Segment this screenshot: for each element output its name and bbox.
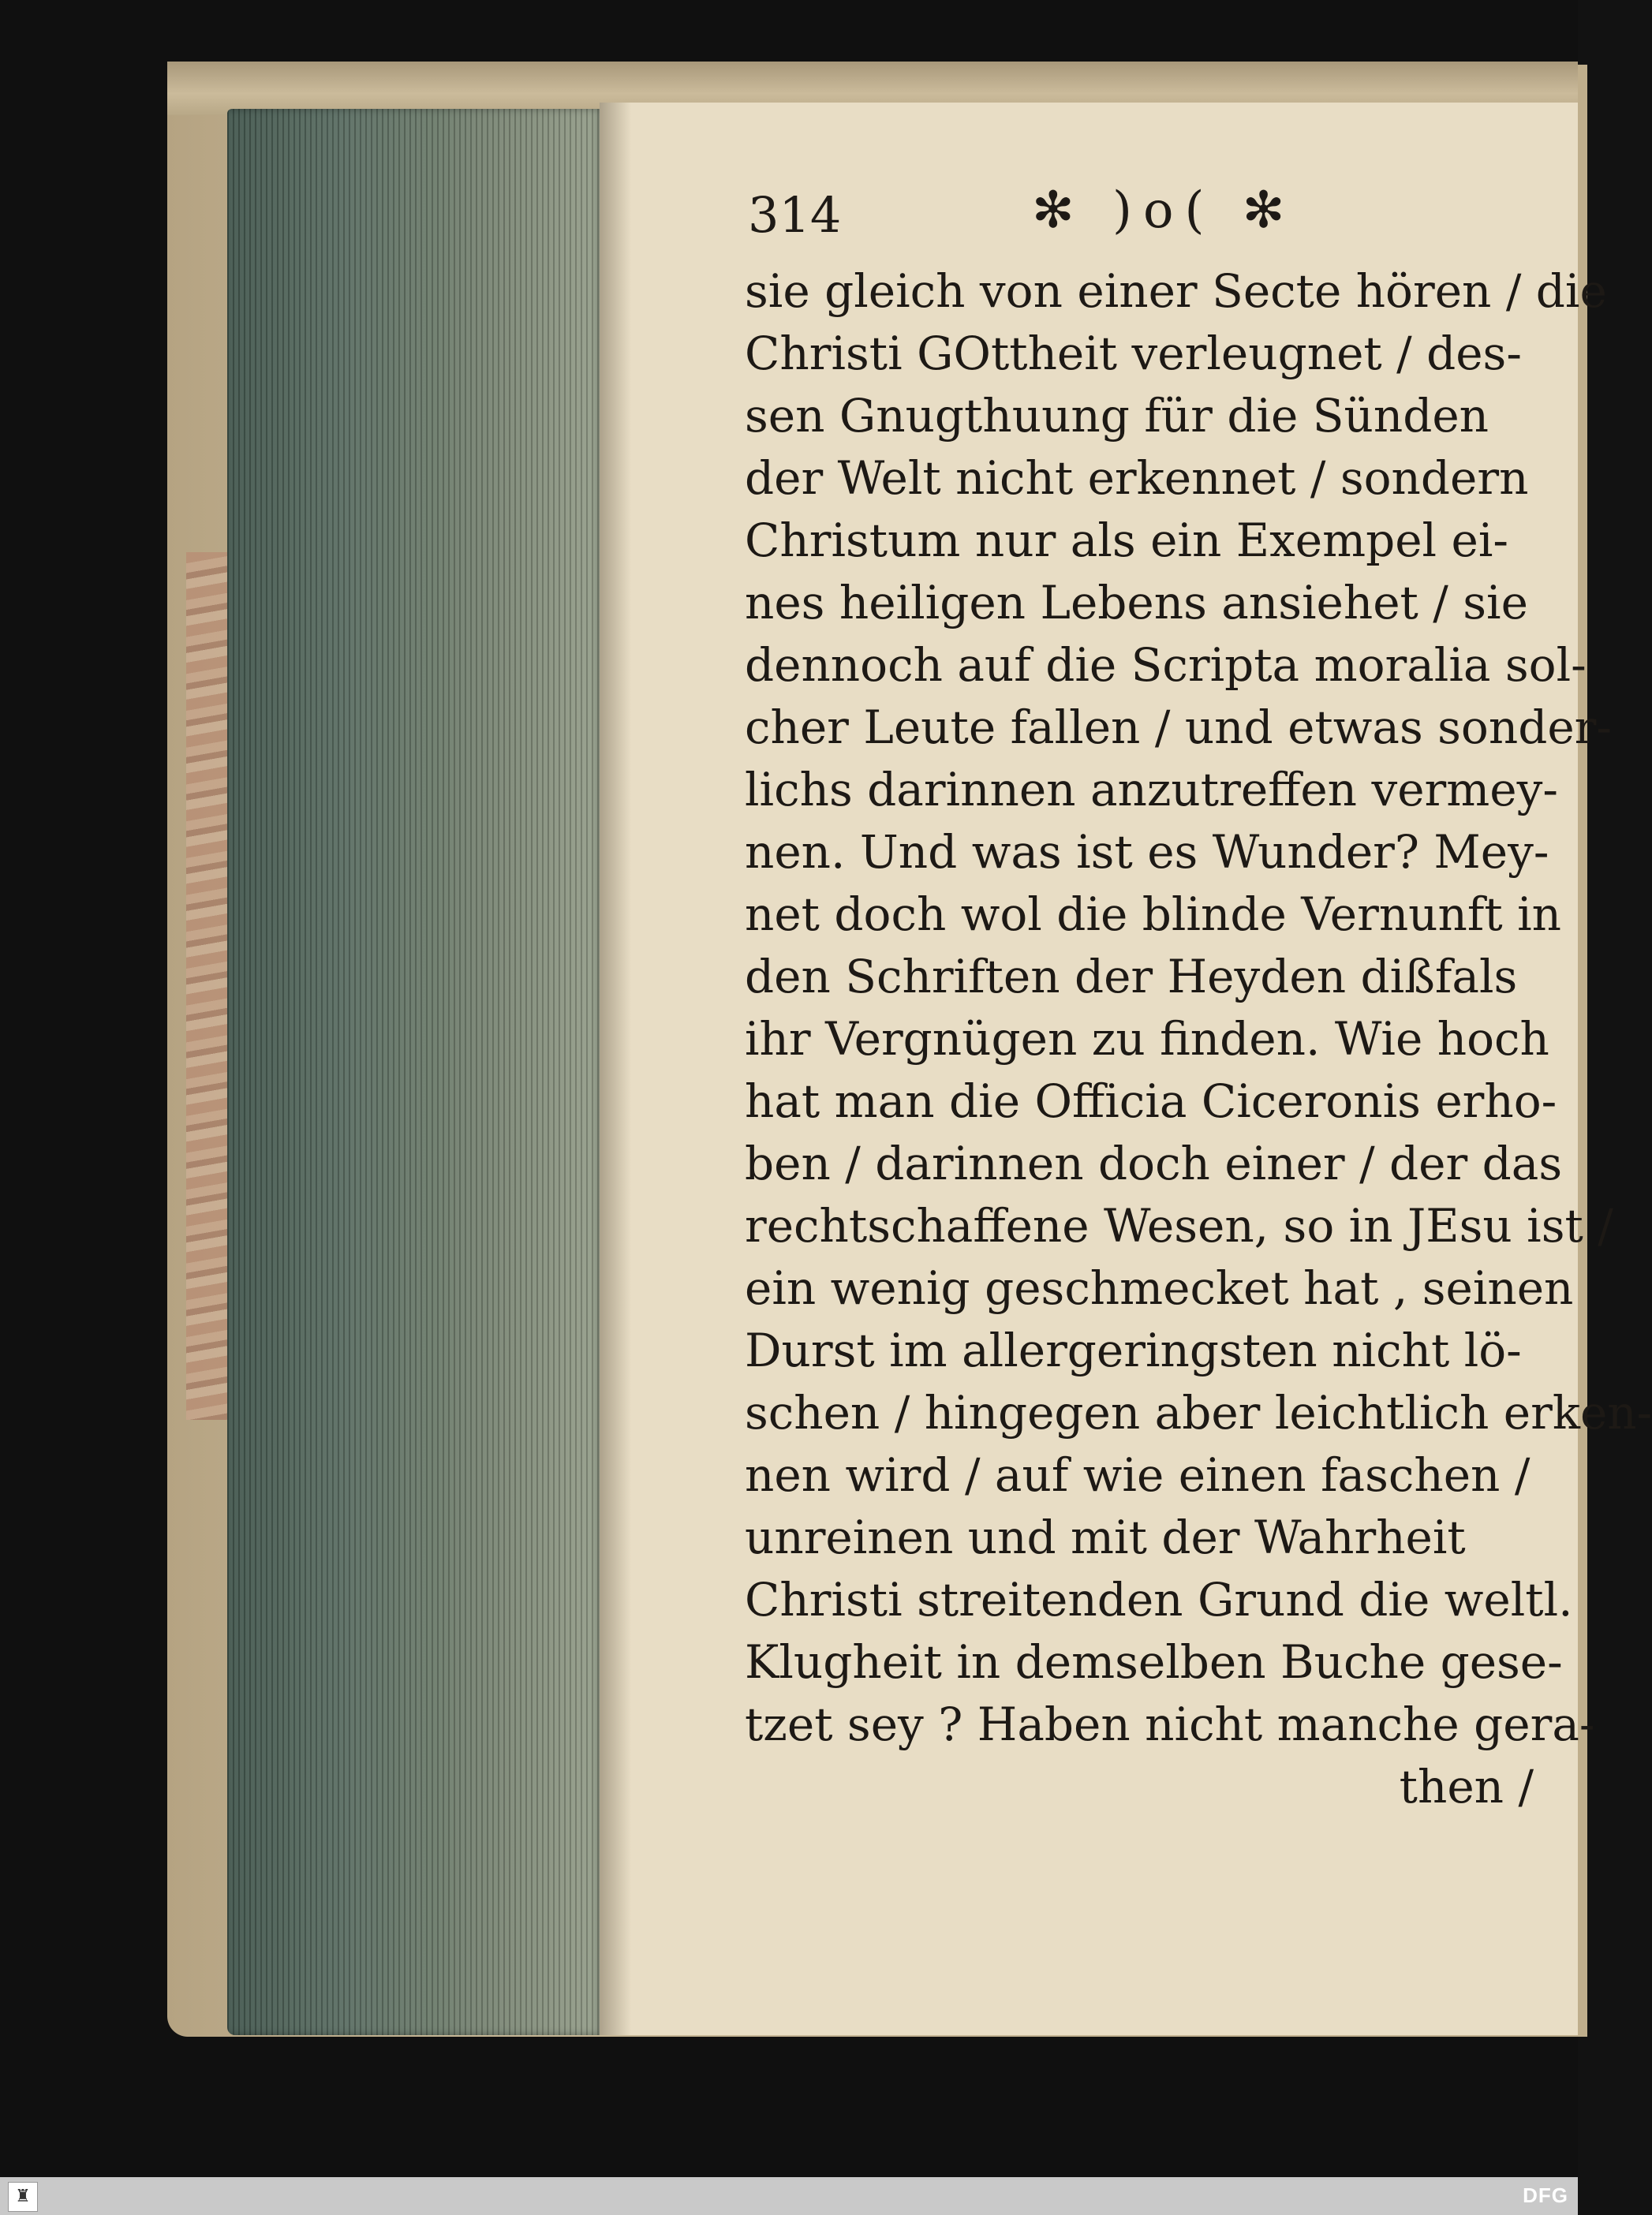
text-line: unreinen und mit der Wahrheit: [745, 1511, 1466, 1564]
page-block-edges: [227, 109, 604, 2035]
text-line: der Welt nicht erkennet / sondern: [745, 451, 1529, 505]
text-line: lichs darinnen anzutreffen vermey-: [745, 763, 1558, 816]
text-line: Christum nur als ein Exempel ei-: [745, 514, 1509, 567]
text-line: dennoch auf die Scripta moralia sol-: [745, 638, 1587, 692]
text-line: Christi GOttheit verleugnet / des-: [745, 327, 1522, 380]
text-line: schen / hingegen aber leichtlich erken-: [745, 1386, 1652, 1440]
text-line: ein wenig geschmecket hat , seinen: [745, 1261, 1574, 1315]
text-line: net doch wol die blinde Vernunft in: [745, 887, 1561, 941]
text-line: ben / darinnen doch einer / der das: [745, 1137, 1563, 1190]
text-line: sen Gnugthuung für die Sünden: [745, 389, 1489, 443]
gutter-shadow: [600, 103, 631, 2035]
text-line: ihr Vergnügen zu finden. Wie hoch: [745, 1012, 1549, 1066]
text-line: Klugheit in demselben Buche gese-: [745, 1635, 1563, 1689]
page-text: [745, 260, 1652, 1818]
text-line: Durst im allergeringsten nicht lö-: [745, 1324, 1522, 1377]
running-head: [748, 181, 1537, 245]
page-number: 314: [748, 186, 842, 244]
viewer-footer-bar: [0, 2177, 1578, 2215]
text-line: sie gleich von einer Secte hören / die: [745, 264, 1607, 318]
text-line: tzet sey ? Haben nicht manche gera-: [745, 1698, 1595, 1751]
catchword: then /: [1399, 1760, 1534, 1813]
text-line: cher Leute fallen / und etwas sonder-: [745, 700, 1612, 754]
ornament-header: ✻ )o( ✻: [1032, 181, 1296, 240]
text-line: rechtschaffene Wesen, so in JEsu ist /: [745, 1199, 1613, 1253]
text-line: nes heiligen Lebens ansiehet / sie: [745, 576, 1528, 629]
dfg-logo[interactable]: DFG: [1523, 2183, 1568, 2207]
text-line: nen. Und was ist es Wunder? Mey-: [745, 825, 1549, 879]
text-line: nen wird / auf wie einen faschen /: [745, 1448, 1531, 1502]
text-line: hat man die Officia Ciceronis erho-: [745, 1074, 1557, 1128]
library-logo-icon[interactable]: ♜: [8, 2182, 38, 2212]
marbled-board-edge: [186, 552, 227, 1420]
text-line: den Schriften der Heyden dißfals: [745, 950, 1518, 1003]
text-line: Christi streitenden Grund die weltl.: [745, 1573, 1573, 1627]
